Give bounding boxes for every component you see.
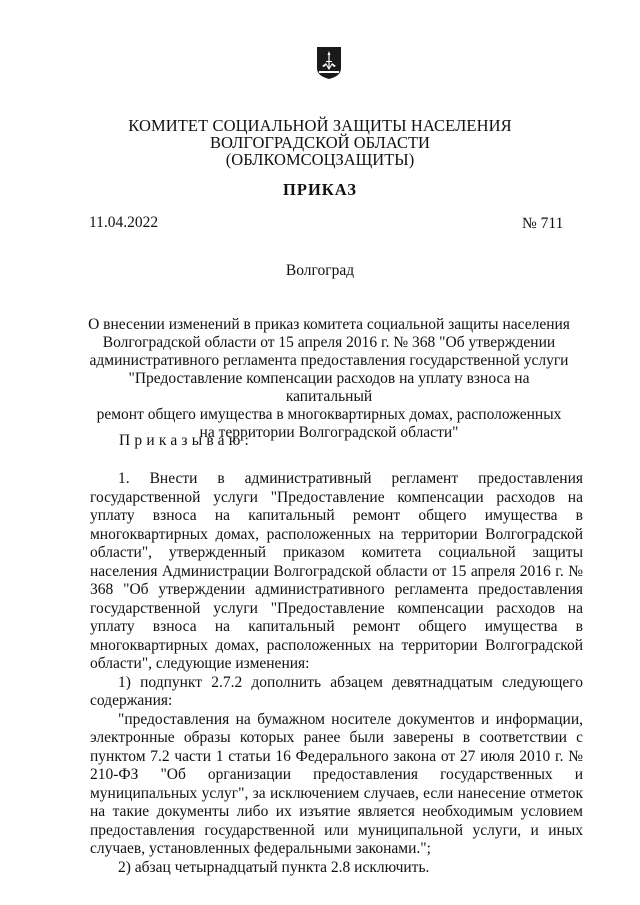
organization-header (0, 117, 640, 168)
org-short-name: (ОБЛКОМСОЦЗАЩИТЫ) (225, 150, 415, 169)
body-paragraph-1: 1. Внести в административный регламент предоставления государственной услуги "Предоставление компенсации расходов на уплату взноса на капитальный ремонт общего имущества в многоквартирных домах, расположенных на территории Волгоградской области", утвержденный приказом комитета социальной защиты населения Администрации Волгоградской области от 15 апреля 2016 г. № 368 "Об утверждении административного регламента предоставления государственной услуги "Предоставление компенсации расходов на уплату взноса на капитальный ремонт общего имущества в многоквартирных домах, расположенных на территории Волгоградской области", следующие изменения: (90, 470, 583, 672)
order-subject (84, 316, 574, 442)
order-body (90, 470, 583, 877)
directive-word: Приказываю: (119, 432, 254, 449)
order-date: 11.04.2022 (89, 214, 159, 231)
body-paragraph-2: 1) подпункт 2.7.2 дополнить абзацем девятнадцатым следующего содержания: (90, 673, 583, 709)
document-title: ПРИКАЗ (283, 180, 357, 199)
order-number: № 711 (522, 215, 564, 232)
subject-line: на территории Волгоградской области" (199, 424, 459, 441)
body-paragraph-3: "предоставления на бумажном носителе документов и информации, электронные образы которых ранее были заверены в соответствии с пунктом 7.2 части 1 статьи 16 Федерального закона от 27 июля 2010 г. № 210-ФЗ "Об организации предоставления государственных и муниципальных услуг", за исключением случаев, если нанесение отметок на такие документы либо их изъятие является необходимым условием предоставления государственной или муниципальной услуги, и иных случаев, установленных федеральными законами."; (90, 710, 583, 857)
subject-line: О внесении изменений в приказ комитета социальной защиты населения (88, 316, 570, 333)
order-city: Волгоград (285, 262, 355, 279)
body-paragraph-4: 2) абзац четырнадцатый пункта 2.8 исключить. (118, 858, 430, 876)
subject-line: Волгоградской области от 15 апреля 2016 г. № 368 "Об утверждении (102, 334, 556, 351)
org-name-line-1: КОМИТЕТ СОЦИАЛЬНОЙ ЗАЩИТЫ НАСЕЛЕНИЯ (128, 116, 512, 135)
subject-line: ремонт общего имущества в многоквартирных домах, расположенных (96, 406, 562, 423)
org-name-line-2: ВОЛГОГРАДСКОЙ ОБЛАСТИ (210, 133, 430, 152)
subject-line: "Предоставление компенсации расходов на уплату взноса на капитальный (128, 370, 530, 405)
subject-line: административного регламента предоставления государственной услуги (89, 352, 569, 369)
coat-of-arms-icon (316, 46, 342, 80)
